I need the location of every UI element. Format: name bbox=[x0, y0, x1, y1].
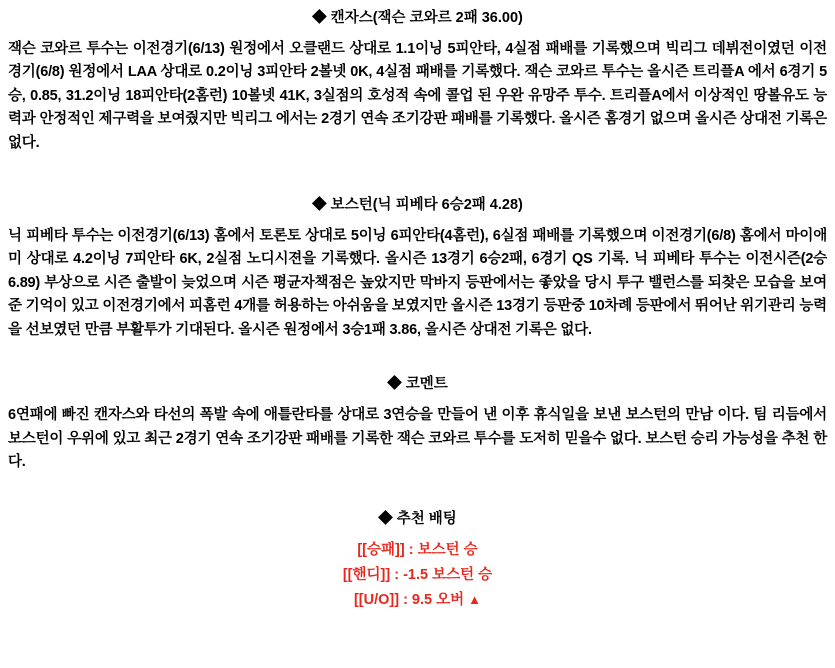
section-heading-comment: ◆ 코멘트 bbox=[387, 376, 448, 393]
section-comment bbox=[8, 374, 827, 474]
up-arrow-icon: ▲ bbox=[468, 592, 482, 608]
bet-tag-winloss: [[승패]] bbox=[357, 541, 405, 558]
spacer bbox=[8, 493, 827, 507]
bet-tag-handicap: [[핸디]] bbox=[342, 566, 391, 583]
spacer bbox=[8, 173, 827, 195]
section-heading-kansas: ◆ 캔자스(잭슨 코와르 2패 36.00) bbox=[312, 10, 523, 26]
section-body-comment: 6연패에 빠진 캔자스와 타선의 폭발 속에 애틀란타를 상대로 3연승을 만들어 낸 이후 휴식일을 보낸 보스턴의 만남 이다. 팀 리듬에서 보스턴이 우위에 있고 최근 2경기 연속 조기강판 패배를 기록한 잭슨 코와르 투수를 도저히 믿을수 없다. 보스턴 승리 가능성을 추천 한다. bbox=[8, 407, 827, 471]
bet-tag-underover: [[U/O]] bbox=[353, 592, 400, 609]
bet-value-handicap: : -1.5 보스턴 승 bbox=[390, 566, 493, 583]
bet-line-handicap bbox=[8, 563, 827, 588]
section-boston bbox=[8, 195, 827, 342]
betting-heading: ◆ 추천 배팅 bbox=[378, 510, 457, 527]
spacer bbox=[8, 360, 827, 374]
section-body-kansas: 잭슨 코와르 투수는 이전경기(6/13) 원정에서 오클랜드 상대로 1.1이닝 5피안타, 4실점 패배를 기록했으며 빅리그 데뷔전이였던 이전경기(6/8) 원정에서 LAA 상대로 0.2이닝 3피안타 2볼넷 0K, 4실점 패배를 기록했다. 잭슨 코와르 투수는 올시즌 트리플A 에서 6경기 5승, 0.85, 31.2이닝 18피안타(2홈런) 10볼넷 41K, 3실점의 호성적 속에 콜업 된 우완 유망주 투수. 트리플A에서 이상적인 땅볼유도 능력과 안정적인 제구력을 보여줬지만 빅리그 에서는 2경기 연속 조기강판 패배를 기록했다. 올시즌 홈경기 없으며 올시즌 상대전 기록은 없다. bbox=[8, 40, 827, 151]
bet-value-underover: : 9.5 오버 bbox=[399, 592, 469, 609]
section-heading-boston: ◆ 보스턴(닉 피베타 6승2패 4.28) bbox=[312, 197, 523, 214]
section-kansas bbox=[8, 8, 827, 155]
bet-line-underover bbox=[8, 588, 827, 613]
section-recommended-betting bbox=[8, 507, 827, 614]
bet-line-winloss bbox=[8, 538, 827, 563]
bet-value-winloss: : 보스턴 승 bbox=[404, 541, 478, 558]
section-body-boston: 닉 피베타 투수는 이전경기(6/13) 홈에서 토론토 상대로 5이닝 6피안타(4홈런), 6실점 패배를 기록했으며 이전경기(6/8) 홈에서 마이애미 상대로 4.2이닝 7피안타 6K, 2실점 노디시젼을 기록했다. 올시즌 13경기 6승2패, 6경기 QS 기록. 닉 피베타 투수는 이전시즌(2승 6.89) 부상으로 시즌 출발이 늦었으며 시즌 평균자책점은 높았지만 막바지 등판에서는 좋았을 당시 투구 밸런스를 되찾은 모습을 보여준 기억이 있고 이전경기에서 피홈런 4개를 허용하는 아쉬움을 보였지만 올시즌 13경기 등판중 10차례 등판에서 뛰어난 위기관리 능력을 선보였던 만큼 부활투가 기대된다. 올시즌 원정에서 3승1패 3.86, 올시즌 상대전 기록은 없다. bbox=[8, 227, 827, 338]
